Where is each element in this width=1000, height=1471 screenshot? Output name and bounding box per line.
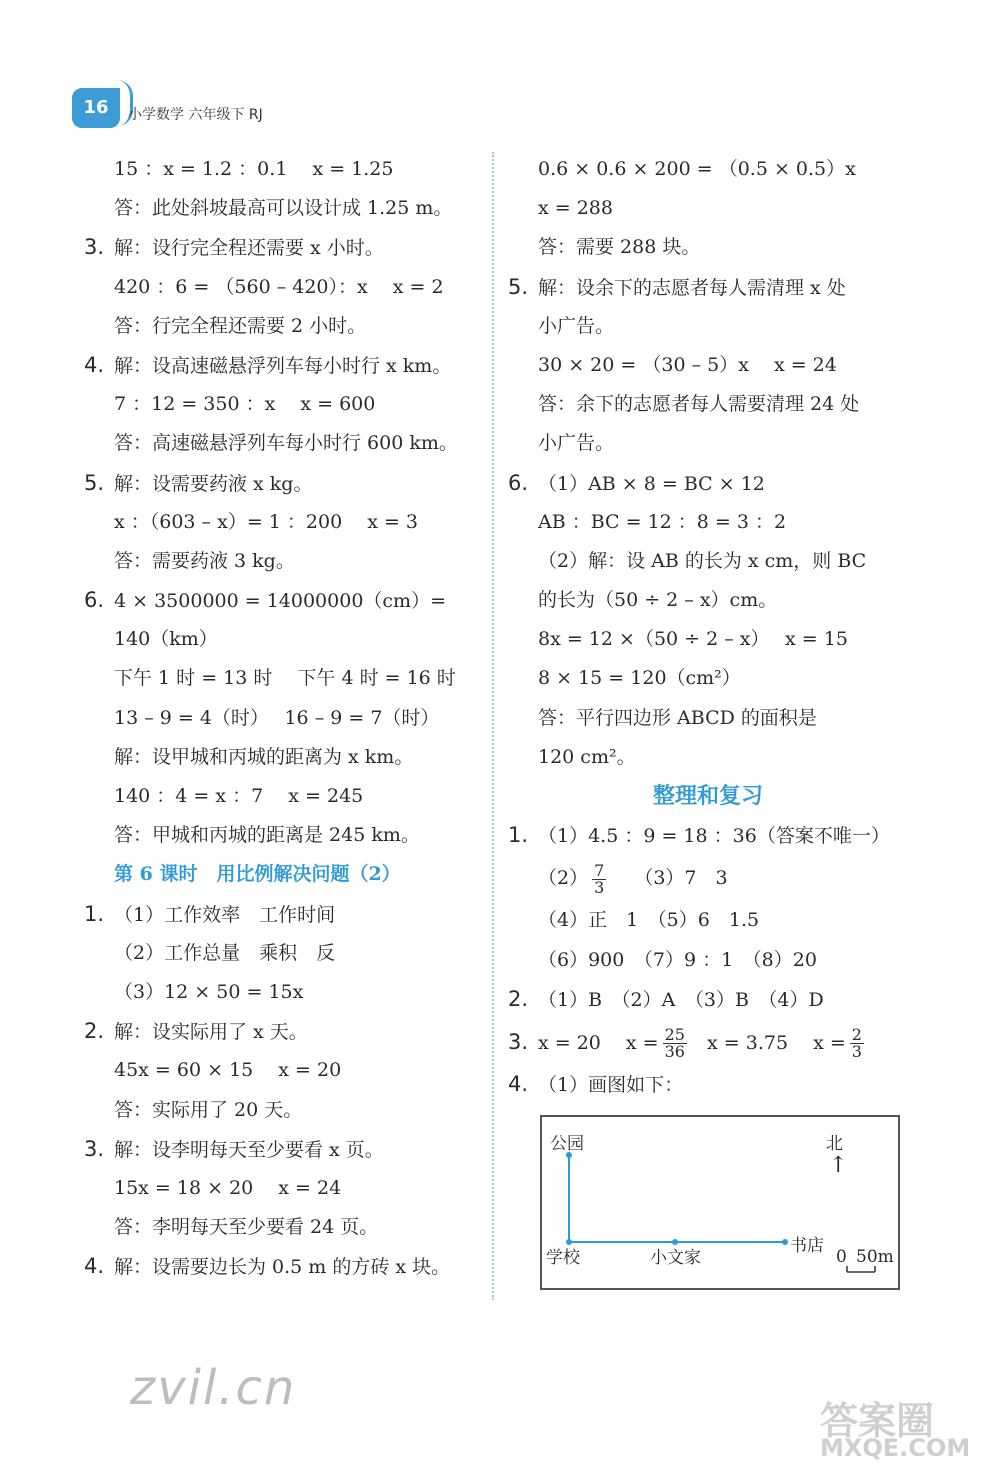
answer-line: 8x = 12 ×（50 ÷ 2 – x） x = 15 <box>538 628 848 651</box>
answer-line: 答：此处斜坡最高可以设计成 1.25 m。 <box>114 197 453 220</box>
question-number: 2. <box>508 986 529 1011</box>
map-figure <box>540 1115 900 1290</box>
answer-line: （3）12 × 50 = 15x <box>114 980 304 1003</box>
fraction <box>663 1027 687 1060</box>
lesson-heading: 第 6 课时 用比例解决问题（2） <box>114 863 401 886</box>
fraction-numerator: 7 <box>594 860 605 880</box>
answer-line: 30 × 20 = （30 – 5）x x = 24 <box>538 353 837 376</box>
page-number-badge: 16 <box>72 88 120 128</box>
review-q2 <box>508 980 908 1019</box>
answer-text: x = 3.75 x = <box>707 1031 846 1054</box>
left-column <box>84 150 484 1286</box>
question-number: 2. <box>84 1019 105 1044</box>
watermark-logo <box>820 1390 990 1465</box>
answer-line: 答：甲城和丙城的距离是 245 km。 <box>114 824 420 847</box>
answer-text: x = 20 x = <box>538 1031 659 1054</box>
fraction-denominator: 3 <box>851 1042 862 1062</box>
answer-text: （2） <box>538 867 589 890</box>
answer-line: 答：行完全程还需要 2 小时。 <box>114 314 367 337</box>
answer-line <box>84 1247 484 1286</box>
answer-text: （1）B （2）A （3）B （4）D <box>538 988 824 1011</box>
right-column <box>508 150 908 1104</box>
fraction <box>850 1027 864 1060</box>
answer-line: 45x = 60 × 15 x = 20 <box>114 1059 342 1082</box>
answer-text: 解：设需要药液 x kg。 <box>114 472 313 495</box>
answer-line <box>84 581 484 620</box>
fraction-denominator: 3 <box>594 877 605 897</box>
column-divider <box>492 152 494 1300</box>
fraction-numerator: 2 <box>851 1025 862 1045</box>
answer-line: 140 ：4 = x ：7 x = 245 <box>114 785 364 807</box>
question-number: 5. <box>508 274 529 299</box>
answer-line <box>508 268 908 307</box>
answer-line: 答：需要 288 块。 <box>538 236 701 259</box>
answer-line <box>84 464 484 503</box>
question-number: 1. <box>508 823 529 848</box>
answer-line: 小广告。 <box>538 432 615 455</box>
answer-line <box>84 1012 484 1051</box>
answer-line: 15 ：x = 1.2 ：0.1 x = 1.25 <box>114 158 394 180</box>
question-number: 3. <box>84 235 105 260</box>
answer-text: 解：设高速磁悬浮列车每小时行 x km。 <box>114 354 452 377</box>
watermark-logo-text: 答案圈 <box>820 1399 935 1443</box>
review-q3 <box>508 1019 908 1065</box>
question-number: 5. <box>84 470 105 495</box>
answer-text: 解：设行完全程还需要 x 小时。 <box>114 237 384 260</box>
answer-line: （2）解：设 AB 的长为 x cm，则 BC <box>538 549 867 572</box>
answer-text: 解：设实际用了 x 天。 <box>114 1021 308 1044</box>
fraction-denominator: 36 <box>664 1042 685 1062</box>
answer-line: x = 288 <box>538 197 613 220</box>
watermark-logo-url: MXQE.COM <box>820 1434 971 1462</box>
question-number: 3. <box>508 1029 529 1054</box>
answer-line: AB ：BC = 12 ：8 = 3 ：2 <box>538 510 787 533</box>
home-label: 小文家 <box>650 1248 701 1268</box>
answer-line <box>84 895 484 934</box>
answer-text: （1）画图如下： <box>538 1073 684 1096</box>
answer-line: 的长为（50 ÷ 2 – x）cm。 <box>538 589 778 612</box>
review-q1-line1 <box>508 816 908 855</box>
fraction <box>592 860 606 897</box>
answer-text: （1）4.5 ：9 = 18 ：36（答案不唯一） <box>538 825 890 848</box>
answer-line <box>508 464 908 503</box>
question-number: 6. <box>84 588 105 613</box>
scale-zero: 0 <box>836 1247 847 1267</box>
answer-line: 8 × 15 = 120（cm²） <box>538 667 741 690</box>
section-title: 整理和复习 <box>652 783 763 809</box>
review-q1-line4: （6）900 （7）9 ：1 （8）20 <box>538 948 817 971</box>
north-label: 北 <box>826 1134 843 1154</box>
scale-value: 50m <box>856 1247 894 1267</box>
answer-line: 7 ：12 = 350 ：x x = 600 <box>114 393 376 416</box>
answer-text: 解：设李明每天至少要看 x 页。 <box>114 1138 384 1161</box>
answer-text: （1）AB × 8 = BC × 12 <box>538 472 765 495</box>
review-q1-line2 <box>508 855 908 901</box>
answer-line: 答：余下的志愿者每人需要清理 24 处 <box>538 393 860 416</box>
question-number: 4. <box>84 1254 105 1279</box>
answer-line: 下午 1 时 = 13 时 下午 4 时 = 16 时 <box>114 667 456 690</box>
answer-line <box>84 228 484 267</box>
answer-text: （1）工作效率 工作时间 <box>114 903 336 926</box>
answer-line: 小广告。 <box>538 314 615 337</box>
question-number: 6. <box>508 470 529 495</box>
answer-text: 解：设余下的志愿者每人需清理 x 处 <box>538 276 846 299</box>
answer-line: 解：设甲城和丙城的距离为 x km。 <box>114 745 414 768</box>
north-arrow-icon: ↑ <box>829 1153 848 1178</box>
answer-text: 4 × 3500000 = 14000000（cm）= <box>114 590 446 613</box>
question-number: 1. <box>84 901 105 926</box>
review-q1-line3: （4）正 1 （5）6 1.5 <box>538 909 760 932</box>
question-number: 4. <box>508 1071 529 1096</box>
answer-line <box>84 1130 484 1169</box>
answer-line: 0.6 × 0.6 × 200 = （0.5 × 0.5）x <box>538 158 856 180</box>
answer-line: 答：实际用了 20 天。 <box>114 1098 303 1121</box>
answer-line: 答：需要药液 3 kg。 <box>114 549 295 572</box>
book-title: 小学数学 六年级下 RJ <box>128 107 263 123</box>
question-number: 4. <box>84 352 105 377</box>
park-label: 公园 <box>550 1134 584 1154</box>
answer-line: 答：平行四边形 ABCD 的面积是 <box>538 706 817 729</box>
answer-text: 解：设需要边长为 0.5 m 的方砖 x 块。 <box>114 1256 451 1279</box>
question-number: 3. <box>84 1136 105 1161</box>
bookstore-label: 书店 <box>790 1236 824 1256</box>
answer-line: 13 – 9 = 4（时） 16 – 9 = 7（时） <box>114 706 440 729</box>
answer-line: 420 ：6 = （560 – 420）：x x = 2 <box>114 275 444 298</box>
answer-line: 答：高速磁悬浮列车每小时行 600 km。 <box>114 432 458 455</box>
answer-line: 140（km） <box>114 628 218 651</box>
answer-line: 答：李明每天至少要看 24 页。 <box>114 1216 379 1239</box>
answer-line: 15x = 18 × 20 x = 24 <box>114 1176 342 1199</box>
review-q4 <box>508 1065 908 1104</box>
answer-line: 120 cm²。 <box>538 745 636 768</box>
answer-line: x ：（603 – x）= 1 ：200 x = 3 <box>114 510 419 533</box>
fraction-numerator: 25 <box>664 1025 685 1045</box>
school-label: 学校 <box>546 1248 580 1268</box>
watermark-bottom-left: zvil.cn <box>130 1360 297 1416</box>
answer-text: （3）7 3 <box>634 867 728 890</box>
answer-line <box>84 346 484 385</box>
answer-line: （2）工作总量 乘积 反 <box>114 941 336 964</box>
